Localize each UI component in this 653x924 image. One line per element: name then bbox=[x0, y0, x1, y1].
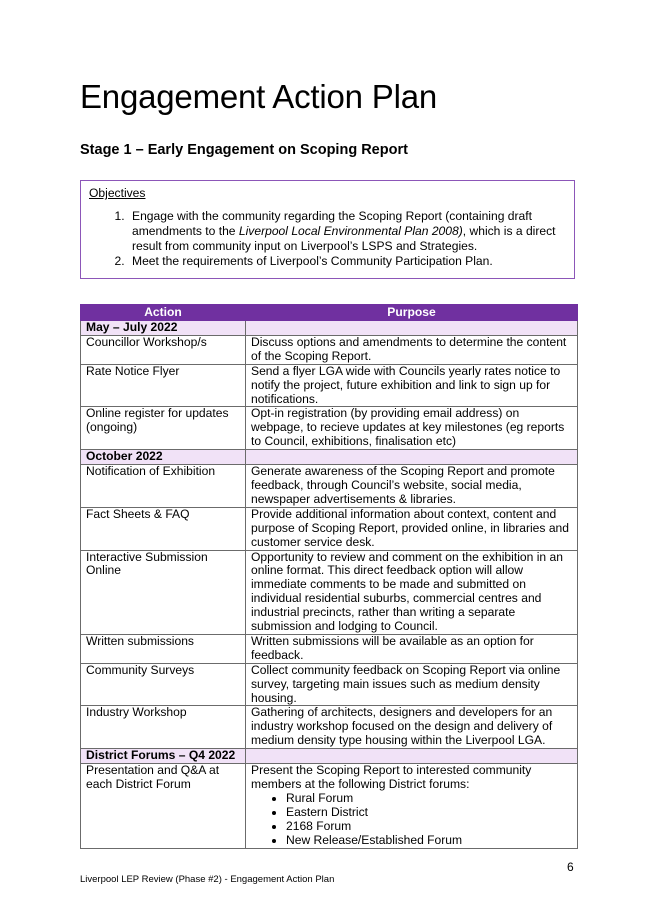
table-row bbox=[81, 634, 578, 663]
action-cell: Interactive Submission Online bbox=[81, 550, 246, 634]
header-action: Action bbox=[81, 305, 246, 321]
section-label: District Forums – Q4 2022 bbox=[81, 749, 246, 764]
purpose-cell bbox=[246, 764, 578, 848]
purpose-cell: Provide additional information about context, content and purpose of Scoping Report, provided online, in libraries and customer service desk. bbox=[246, 507, 578, 550]
action-cell: Written submissions bbox=[81, 634, 246, 663]
objectives-label: Objectives bbox=[89, 186, 146, 200]
section-label: October 2022 bbox=[81, 450, 246, 465]
section-row bbox=[81, 321, 578, 336]
purpose-cell: Opt-in registration (by providing email address) on webpage, to recieve updates at key milestones (eg reports to Council, exhibitions, finalisation etc) bbox=[246, 407, 578, 450]
action-cell: Rate Notice Flyer bbox=[81, 364, 246, 407]
header-purpose: Purpose bbox=[246, 305, 578, 321]
stage-heading: Stage 1 – Early Engagement on Scoping Report bbox=[80, 142, 408, 158]
action-cell: Community Surveys bbox=[81, 663, 246, 706]
page-title: Engagement Action Plan bbox=[80, 78, 438, 115]
action-cell: Online register for updates (ongoing) bbox=[81, 407, 246, 450]
objective-item-1: 1. Engage with the community regarding the Scoping Report (containing draft amendments to the Liverpool Local Environmental Plan 2008), which is a direct result from community input on Liverpool’s LSPS and Strategies. bbox=[128, 209, 566, 254]
purpose-cell: Collect community feedback on Scoping Report via online survey, targeting main issues such as medium density housing. bbox=[246, 663, 578, 706]
table-row bbox=[81, 364, 578, 407]
list-item: • Rural Forum bbox=[286, 792, 572, 806]
purpose-cell: Gathering of architects, designers and developers for an industry workshop focused on the design and delivery of medium density type housing within the Liverpool LGA. bbox=[246, 706, 578, 749]
table-row bbox=[81, 507, 578, 550]
purpose-cell: Send a flyer LGA wide with Councils yearly rates notice to notify the project, future exhibition and link to sign up for notifications. bbox=[246, 364, 578, 407]
purpose-cell: Generate awareness of the Scoping Report and promote feedback, through Council’s website, social media, newspaper advertisements & libraries. bbox=[246, 465, 578, 508]
section-label: May – July 2022 bbox=[81, 321, 246, 336]
table-row bbox=[81, 706, 578, 749]
table-row bbox=[81, 663, 578, 706]
action-cell: Councillor Workshop/s bbox=[81, 335, 246, 364]
table-row bbox=[81, 407, 578, 450]
objectives-list bbox=[89, 209, 566, 269]
list-item: • New Release/Established Forum bbox=[286, 834, 572, 848]
action-cell: Presentation and Q&A at each District Forum bbox=[81, 764, 246, 848]
list-item: • 2168 Forum bbox=[286, 820, 572, 834]
purpose-cell: Written submissions will be available as an option for feedback. bbox=[246, 634, 578, 663]
table-row bbox=[81, 550, 578, 634]
purpose-cell: Discuss options and amendments to determine the content of the Scoping Report. bbox=[246, 335, 578, 364]
list-item: • Eastern District bbox=[286, 806, 572, 820]
action-cell: Notification of Exhibition bbox=[81, 465, 246, 508]
purpose-text: Present the Scoping Report to interested community members at the following District forums: bbox=[251, 763, 532, 791]
table-row bbox=[81, 764, 578, 848]
purpose-cell: Opportunity to review and comment on the exhibition in an online format. This direct feedback option will allow immediate comments to be made and submitted on individual residential suburbs, commercial centres and industrial precincts, rather than writing a separate submission and lodging to Council. bbox=[246, 550, 578, 634]
table-header-row bbox=[81, 305, 578, 321]
forum-list bbox=[251, 792, 572, 848]
table-row bbox=[81, 465, 578, 508]
page-footer: Liverpool LEP Review (Phase #2) - Engagement Action Plan bbox=[80, 874, 335, 885]
action-plan-table bbox=[80, 304, 578, 849]
objectives-box bbox=[80, 180, 575, 279]
action-cell: Industry Workshop bbox=[81, 706, 246, 749]
section-row bbox=[81, 450, 578, 465]
page-number: 6 bbox=[567, 860, 574, 874]
objective-item-2: 2. Meet the requirements of Liverpool’s Community Participation Plan. bbox=[128, 254, 566, 269]
section-row bbox=[81, 749, 578, 764]
table-row bbox=[81, 335, 578, 364]
action-cell: Fact Sheets & FAQ bbox=[81, 507, 246, 550]
